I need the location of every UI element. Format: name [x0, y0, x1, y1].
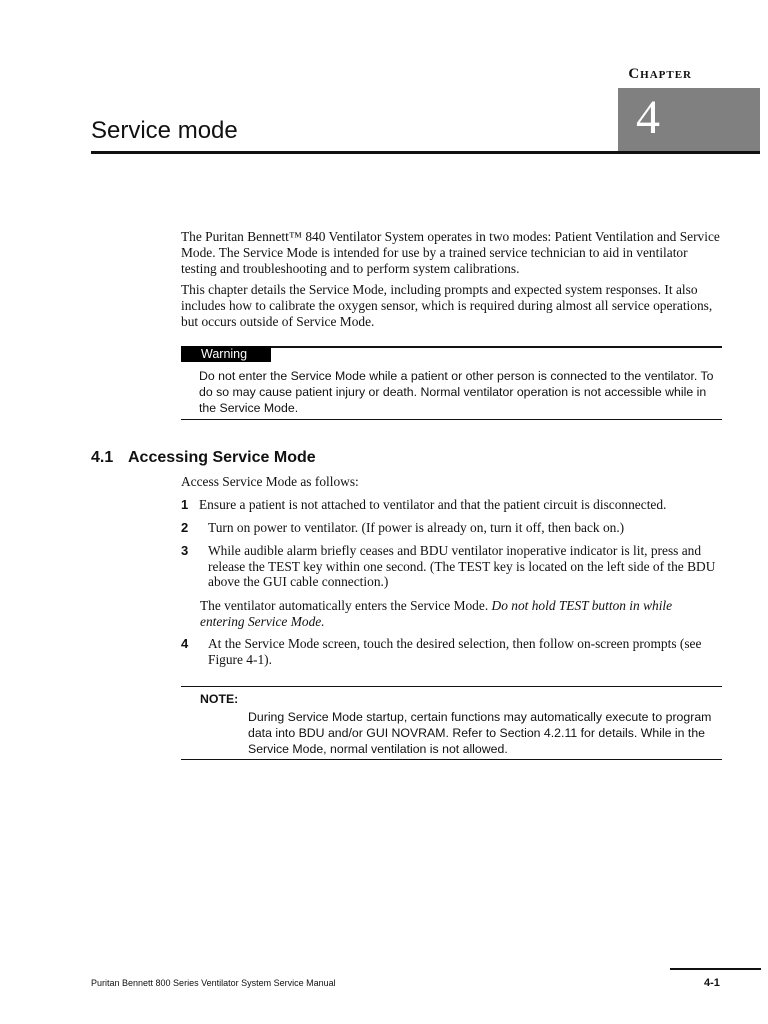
title-rule — [91, 151, 760, 154]
page-title: Service mode — [91, 117, 238, 144]
intro-paragraph-2: This chapter details the Service Mode, including prompts and expected system responses. It also includes how to calibrate the oxygen sensor, which is required during almost all service operations, but occurs outside of Service Mode. — [181, 282, 713, 329]
footer-page-number: 4-1 — [704, 977, 720, 989]
step-number-3: 3 — [181, 543, 189, 558]
step-3-followup-italic: Do not hold TEST button in while entering Service Mode. — [200, 598, 673, 629]
step-3-followup — [200, 598, 720, 629]
intro-paragraph-1: The Puritan Bennett™ 840 Ventilator System operates in two modes: Patient Ventilation and Service Mode. The Service Mode is intended for use by a trained service technician to aid in ventilator testing and troubleshooting and to perform system calibrations. — [181, 229, 720, 276]
warning-label — [181, 346, 271, 362]
note-top-rule — [181, 686, 722, 687]
note-label: NOTE: — [200, 692, 239, 706]
chapter-label: Chapter — [628, 66, 692, 82]
note-text: During Service Mode startup, certain functions may automatically execute to program data into BDU and/or GUI NOVRAM. Refer to Section 4.2.11 for details. While in the Service Mode, normal ventilation is not allowed. — [248, 710, 712, 756]
warning-label-text: Warning — [201, 347, 248, 361]
warning-text: Do not enter the Service Mode while a patient or other person is connected to the ventilator. To do so may cause patient injury or death. Normal ventilator operation is not accessible while in the Service Mode. — [199, 369, 714, 415]
footer-rule — [670, 968, 761, 970]
section-title: Accessing Service Mode — [128, 449, 316, 466]
section-heading — [91, 449, 316, 467]
step-number-2: 2 — [181, 520, 189, 535]
step-text-1: Ensure a patient is not attached to ventilator and that the patient circuit is disconnected. — [199, 497, 667, 512]
step-text-2: Turn on power to ventilator. (If power is already on, turn it off, then back on.) — [208, 520, 625, 535]
step-text-3: While audible alarm briefly ceases and BDU ventilator inoperative indicator is lit, press and release the TEST key within one second. (The TEST key is located on the left side of the BDU above the GUI cable connection.) — [208, 543, 716, 589]
step-text-4: At the Service Mode screen, touch the desired selection, then follow on-screen prompts (see Figure 4-1). — [208, 636, 702, 667]
chapter-number-box — [618, 88, 760, 153]
warning-bottom-rule — [181, 419, 722, 420]
step-3-followup-plain: The ventilator automatically enters the Service Mode. — [200, 598, 489, 613]
step-number-1: 1 — [181, 497, 189, 512]
section-lead: Access Service Mode as follows: — [181, 474, 359, 489]
section-number: 4.1 — [91, 449, 114, 466]
chapter-number: 4 — [636, 91, 660, 144]
note-bottom-rule — [181, 759, 722, 760]
footer-manual-title: Puritan Bennett 800 Series Ventilator System Service Manual — [91, 978, 336, 988]
step-number-4: 4 — [181, 636, 189, 651]
